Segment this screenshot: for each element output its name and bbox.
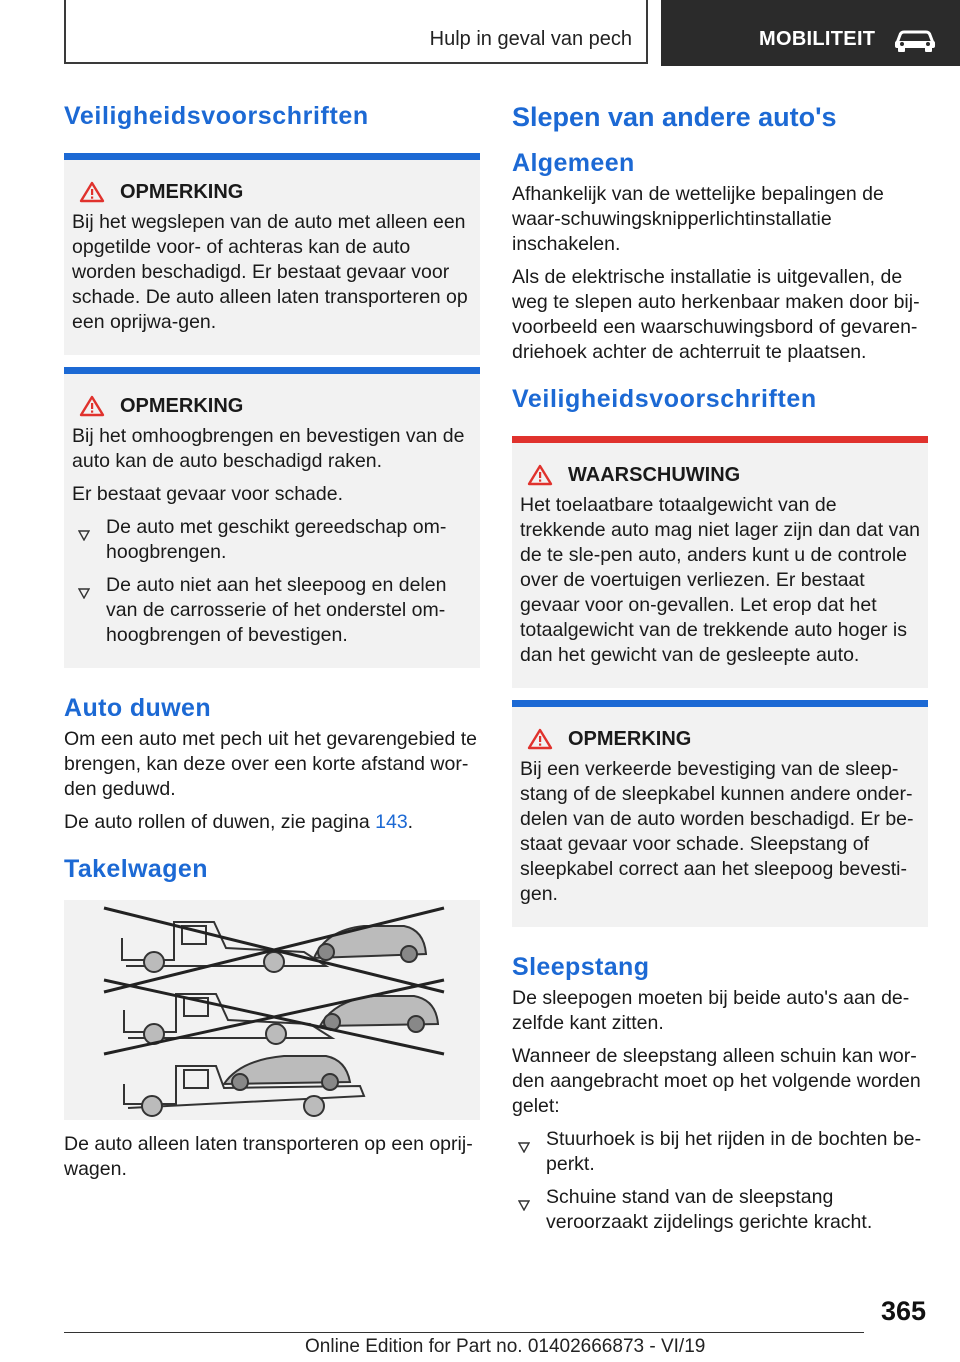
warning-triangle-icon [72, 395, 112, 417]
note-text: Er bestaat gevaar voor schade. [72, 483, 343, 505]
note-box [64, 367, 480, 668]
left-column [64, 102, 480, 1190]
list-item: Stuurhoek is bij het rijden in de bochten be-perkt. [512, 1127, 928, 1177]
note-title: OPMERKING [568, 727, 692, 750]
header-chapter-label: MOBILITEIT [759, 28, 876, 50]
section-heading-tow-truck: Takelwagen [64, 855, 208, 883]
body-text: Wanneer de sleepstang alleen schuin kan wor-den aangebracht moet op het volgende worden gelet: [512, 1045, 921, 1117]
main-heading-towing: Slepen van andere auto's [512, 102, 837, 132]
note-title: OPMERKING [120, 394, 244, 417]
body-text: Afhankelijk van de wettelijke bepalingen de waar-schuwingsknipperlichtinstallatie inschakelen. [512, 183, 884, 255]
warning-title: WAARSCHUWING [568, 463, 741, 486]
note-box [64, 153, 480, 355]
section-heading-tow-bar: Sleepstang [512, 953, 650, 981]
bullet-triangle-icon [78, 581, 90, 606]
header-section-title: Hulp in geval van pech [429, 28, 632, 50]
warning-text: Het toelaatbare totaalgewicht van de trekkende auto mag niet lager zijn dan dat van de te sle-pen auto, anders kunt u de controle over de voertuigen verliezen. Er bestaat gevaar voor on-gevallen. Let erop dat het totaalgewicht van de trekkende auto hoger is dan het gewicht van de gesleepte auto. [520, 494, 921, 666]
section-heading-push: Auto duwen [64, 694, 212, 722]
body-text: De sleepogen moeten bij beide auto's aan de-zelfde kant zitten. [512, 987, 910, 1034]
warning-triangle-icon [72, 181, 112, 203]
footer-divider [64, 1332, 864, 1333]
tow-truck-illustration [64, 900, 480, 1120]
bullet-list [512, 1127, 928, 1235]
warning-triangle-icon [520, 728, 560, 750]
note-text: Bij het omhoogbrengen en bevestigen van de auto kan de auto beschadigd raken. [72, 425, 465, 472]
bullet-list [72, 515, 472, 648]
warning-triangle-icon [520, 464, 560, 486]
body-text: De auto rollen of duwen, zie pagina 143. [64, 811, 414, 833]
list-item: De auto met geschikt gereedschap om-hoogbrengen. [72, 515, 472, 565]
footer-edition-text: Online Edition for Part no. 01402666873 - VI/19 [305, 1336, 706, 1357]
note-text: Bij een verkeerde bevestiging van de sleep-stang of de sleepkabel kunnen andere onder-delen van de auto worden beschadigd. Er be-staat gevaar voor schade. Sleepstang of sleepkabel correct aan het sleepoog bevesti-gen. [520, 758, 914, 905]
page-number: 365 [880, 1296, 926, 1326]
bullet-triangle-icon [518, 1135, 530, 1160]
body-text: Als de elektrische installatie is uitgevallen, de weg te slepen auto herkenbaar maken door bij-voorbeeld een waarschuwingsbord of gevaren-driehoek achter de achterruit te plaatsen. [512, 266, 920, 363]
car-icon [893, 28, 937, 57]
warning-box [512, 436, 928, 688]
right-column [512, 102, 928, 1243]
header-chapter-tab [661, 0, 960, 66]
figure-caption: De auto alleen laten transporteren op een oprij-wagen. [64, 1133, 473, 1180]
running-header-frame [64, 0, 648, 64]
bullet-triangle-icon [78, 523, 90, 548]
section-heading-safety: Veiligheidsvoorschriften [512, 385, 817, 413]
section-heading-general: Algemeen [512, 149, 635, 177]
note-title: OPMERKING [120, 180, 244, 203]
list-item: Schuine stand van de sleepstang veroorzaakt zijdelings gerichte kracht. [512, 1185, 928, 1235]
body-text: Om een auto met pech uit het gevarengebied te brengen, kan deze over een korte afstand wor-den geduwd. [64, 728, 478, 800]
bullet-triangle-icon [518, 1193, 530, 1218]
section-heading-safety: Veiligheidsvoorschriften [64, 102, 369, 130]
note-box [512, 700, 928, 927]
note-text: Bij het wegslepen van de auto met alleen een opgetilde voor- of achteras kan de auto worden beschadigd. Er bestaat gevaar voor schade. De auto alleen laten transporteren op een oprijwa-gen. [72, 211, 468, 333]
list-item: De auto niet aan het sleepoog en delen van de carrosserie of het onderstel om-hoogbrengen of bevestigen. [72, 573, 472, 648]
page-reference-link[interactable]: 143 [375, 811, 408, 833]
